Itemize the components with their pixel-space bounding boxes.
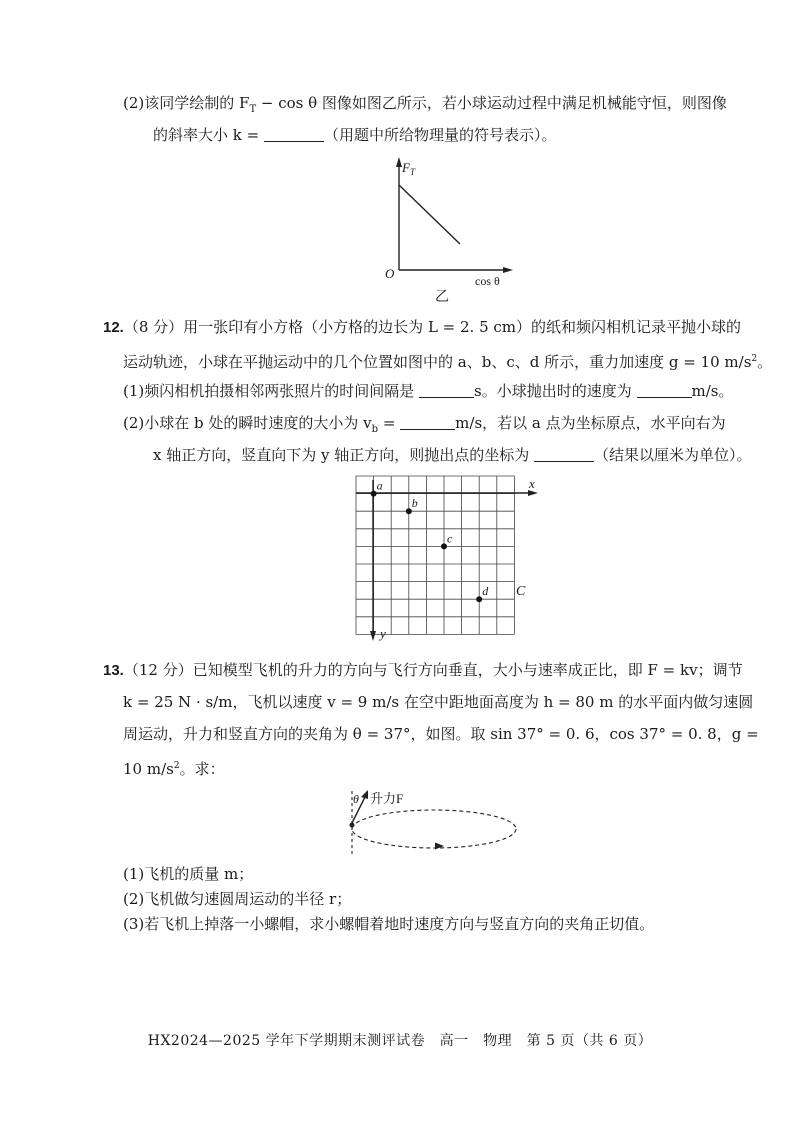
grid-side-label: C bbox=[516, 584, 526, 599]
y-axis-label: $F_T$ bbox=[402, 160, 415, 177]
lift-force-label: 升力F bbox=[370, 791, 404, 806]
q13-stem-line4: 10 $m/s^2$。求： bbox=[123, 760, 225, 778]
trajectory-grid bbox=[340, 470, 540, 645]
answer-blank[interactable] bbox=[637, 382, 692, 398]
trajectory-points bbox=[371, 479, 490, 603]
answer-blank[interactable] bbox=[419, 382, 474, 398]
lift-arrow-head bbox=[361, 790, 368, 799]
answer-blank[interactable] bbox=[534, 446, 594, 462]
y-axis-label: y bbox=[380, 626, 386, 641]
q12-stem-line2: 运动轨迹，小球在平抛运动中的几个位置如图中的 a、b、c、d 所示，重力加速度 g = 10 $m/s^2$。 bbox=[123, 353, 773, 371]
point-label-b: b bbox=[411, 496, 418, 511]
question-number: 13. bbox=[103, 662, 124, 679]
ft-cos-line bbox=[399, 185, 460, 244]
origin-label: O bbox=[385, 266, 395, 281]
q11-part2-line1: (2)该同学绘制的 $F_T - \cos \theta$ 图像如图乙所示，若小球运动过程中满足机械能守恒，则图像 bbox=[123, 94, 727, 115]
question-number: 12. bbox=[103, 319, 124, 336]
point-label-c: c bbox=[447, 531, 453, 546]
figure-caption: 乙 bbox=[435, 290, 449, 305]
q13-stem-line1: 13.（12 分）已知模型飞机的升力的方向与飞行方向垂直，大小与速率成正比，即 F = kv；调节 bbox=[103, 661, 743, 679]
answer-blank[interactable] bbox=[400, 414, 455, 430]
grid-lines bbox=[356, 476, 514, 634]
graph-yi bbox=[375, 155, 515, 305]
x-axis-label: x bbox=[529, 476, 535, 491]
q12-part1: (1)频闪相机拍摄相邻两张照片的时间间隔是 s。小球抛出时的速度为 m/s。 bbox=[123, 382, 734, 400]
q13-part1: (1)飞机的质量 m； bbox=[123, 865, 254, 883]
theta-label: θ bbox=[353, 792, 359, 806]
direction-arrow bbox=[435, 843, 444, 850]
q11-part2-line2: 的斜率大小 k = （用题中所给物理量的符号表示）。 bbox=[153, 126, 557, 144]
point-label-d: d bbox=[482, 584, 489, 599]
point-label-a: a bbox=[376, 478, 383, 493]
answer-blank[interactable] bbox=[264, 126, 324, 142]
q12-part2-line1: (2)小球在 b 处的瞬时速度的大小为 $v_b = m/s$，若以 a 点为坐标原点，水平向右为 bbox=[123, 414, 726, 435]
circular-path bbox=[352, 810, 516, 848]
q13-part2: (2)飞机做匀速圆周运动的半径 r； bbox=[123, 890, 352, 908]
q12-part2-line2: x 轴正方向，竖直向下为 y 轴正方向，则抛出点的坐标为 （结果以厘米为单位）。 bbox=[153, 446, 752, 464]
q12-stem-line1: 12.（8 分）用一张印有小方格（小方格的边长为 L = 2. 5 cm）的纸和频闪相机记录平抛小球的 bbox=[103, 318, 742, 336]
x-axis-arrow bbox=[503, 267, 513, 273]
q13-stem-line3: 周运动，升力和竖直方向的夹角为 θ = 37°，如图。取 sin 37° = 0. 6，cos 37° = 0. 8，g = bbox=[123, 725, 759, 743]
y-axis-arrow bbox=[370, 631, 376, 641]
page-footer: HX2024—2025 学年下学期期末测评试卷 高一 物理 第 5 页（共 6 页） bbox=[147, 1033, 653, 1049]
q13-stem-line2: k = 25 N · s/m，飞机以速度 v = 9 m/s 在空中距地面高度为 h = 80 m 的水平面内做匀速圆 bbox=[123, 693, 754, 711]
plane-dot bbox=[350, 823, 355, 828]
q13-part3: (3)若飞机上掉落一小螺帽，求小螺帽着地时速度方向与竖直方向的夹角正切值。 bbox=[123, 915, 655, 933]
plane-circle-figure bbox=[340, 785, 530, 860]
x-axis-label: cos θ bbox=[475, 274, 500, 288]
